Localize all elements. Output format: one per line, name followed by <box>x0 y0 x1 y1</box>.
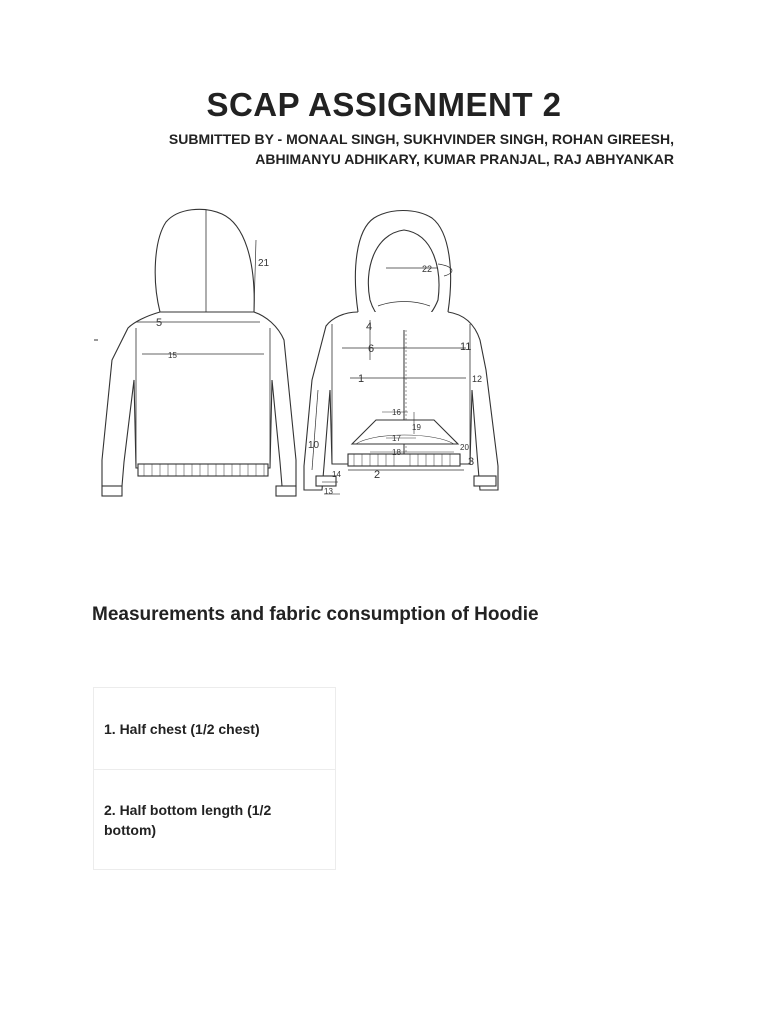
label-21: 21 <box>258 258 270 269</box>
label-1: 1 <box>358 373 365 385</box>
label-6: 6 <box>368 343 375 355</box>
table-row: 1. Half chest (1/2 chest) <box>104 721 260 737</box>
measurements-table <box>93 687 336 870</box>
label-16: 16 <box>392 408 401 417</box>
submitted-by-line-1: SUBMITTED BY - MONAAL SINGH, SUKHVINDER SINGH, ROHAN GIREESH, <box>168 131 674 147</box>
label-20: 20 <box>460 443 469 452</box>
label-3: 3 <box>468 456 475 468</box>
label-22: 22 <box>422 264 433 274</box>
label-12: 12 <box>472 374 483 384</box>
document-title: SCAP ASSIGNMENT 2 <box>206 86 562 123</box>
label-10: 10 <box>308 440 320 451</box>
hoodie-back-view <box>94 209 296 496</box>
label-5: 5 <box>156 317 163 329</box>
label-11: 11 <box>460 341 472 353</box>
submitted-by-line-2: ABHIMANYU ADHIKARY, KUMAR PRANJAL, RAJ ABHYANKAR <box>255 151 674 167</box>
label-17: 17 <box>392 434 401 443</box>
label-4: 4 <box>366 321 373 333</box>
label-13: 13 <box>324 487 333 496</box>
label-15: 15 <box>168 351 177 360</box>
label-18: 18 <box>392 448 401 457</box>
section-heading: Measurements and fabric consumption of Hoodie <box>92 604 539 625</box>
label-2: 2 <box>374 469 381 481</box>
hoodie-front-view <box>304 211 498 497</box>
label-19: 19 <box>412 423 421 432</box>
label-14: 14 <box>332 470 341 479</box>
table-row: 2. Half bottom length (1/2 bottom) <box>94 769 335 869</box>
hoodie-measurement-diagram <box>94 200 514 500</box>
